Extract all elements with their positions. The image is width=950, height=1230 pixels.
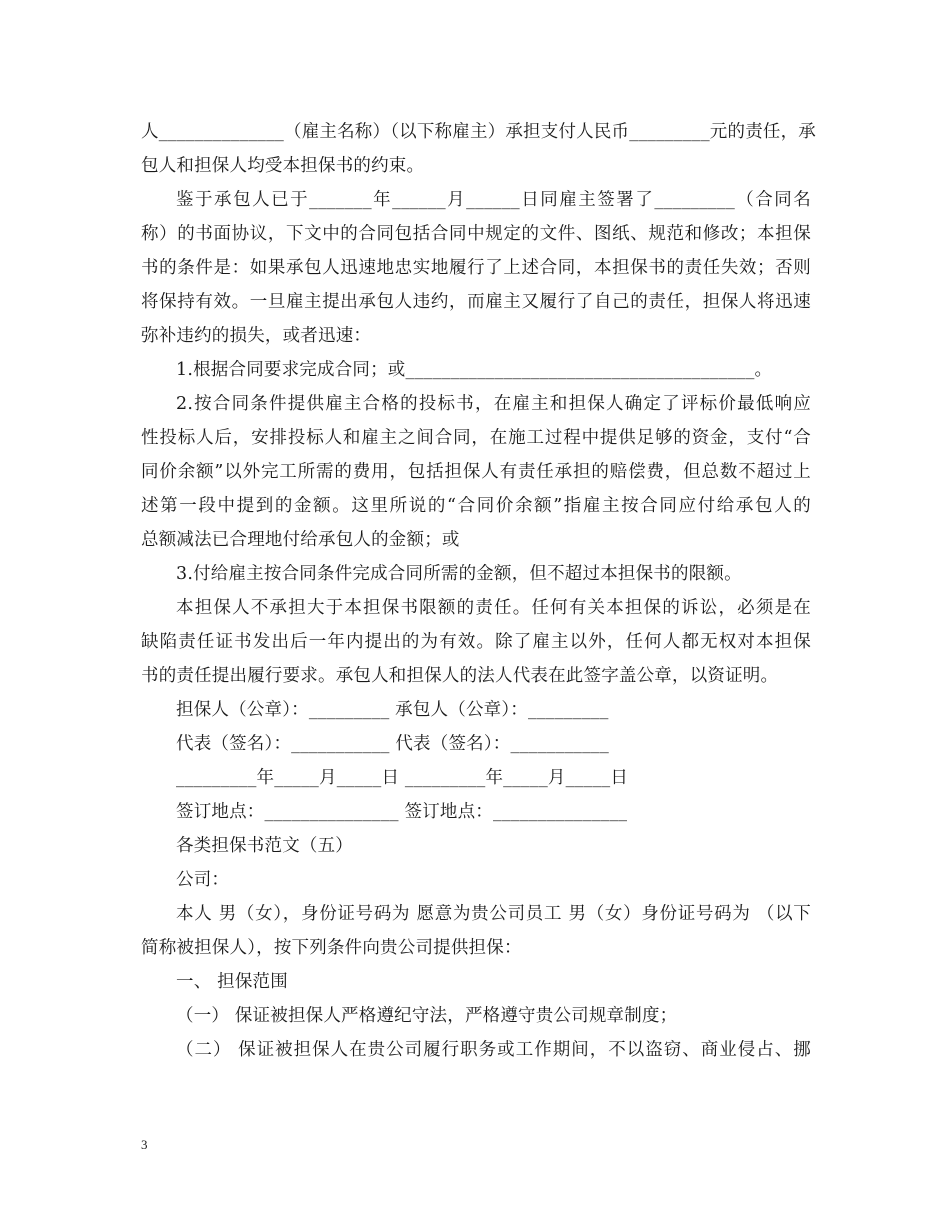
clause-heading-1: 一、 担保范围 [176,972,288,992]
text-line-9: 2.按合同条件提供雇主合格的投标书，在雇主和担保人确定了评标价最低响应 [176,394,811,414]
text-line-24: 本人 男（女），身份证号码为 愿意为贵公司员工 男（女）身份证号码为 （以下 [176,904,811,924]
section-heading: 各类担保书范文（五） [176,836,353,856]
text-line-6: 将保持有效。一旦雇主提出承包人违约，而雇主又履行了自己的责任，担保人将迅速 [141,292,811,312]
text-line-10: 性投标人后，安排投标人和雇主之间合同，在施工过程中提供足够的资金，支付“合 [141,428,811,448]
text-line-12: 述第一段中提到的金额。这里所说的“合同价余额”指雇主按合同应付给承包人的 [141,496,811,516]
signature-dates: _________年_____月_____日 _________年_____月_____日 [176,768,629,788]
text-line-15: 本担保人不承担大于本担保书限额的责任。任何有关本担保的诉讼，必须是在 [176,598,811,618]
signature-representatives: 代表（签名）：___________ 代表（签名）：___________ [176,734,609,754]
signature-places: 签订地点：_______________ 签订地点：_______________ [176,802,628,822]
text-line-7: 弥补违约的损失，或者迅速： [141,326,372,346]
text-line-11: 同价余额”以外完工所需的费用，包括担保人有责任承担的赔偿费，但总数不超过上 [141,462,811,482]
text-line-3: 鉴于承包人已于_______年______月______日同雇主签署了_________（合同名 [176,190,811,210]
text-line-14: 3.付给雇主按合同条件完成合同所需的金额，但不超过本担保书的限额。 [176,564,742,584]
text-line-5: 书的条件是：如果承包人迅速地忠实地履行了上述合同，本担保书的责任失效；否则 [141,258,811,278]
text-line-16: 缺陷责任证书发出后一年内提出的为有效。除了雇主以外，任何人都无权对本担保 [141,632,811,652]
signature-guarantor-contractor: 担保人（公章）：_________ 承包人（公章）：_________ [176,700,609,720]
text-line-13: 总额减法已合理地付给承包人的金额；或 [141,530,460,550]
text-line-4: 称）的书面协议，下文中的合同包括合同中规定的文件、图纸、规范和修改；本担保 [141,224,811,244]
page-number: 3 [141,1137,148,1152]
clause-item-2: （二） 保证被担保人在贵公司履行职务或工作期间，不以盗窃、商业侵占、挪 [176,1040,811,1060]
text-line-2: 包人和担保人均受本担保书的约束。 [141,156,425,176]
text-line-17: 书的责任提出履行要求。承包人和担保人的法人代表在此签字盖公章，以资证明。 [141,666,779,686]
text-line-25: 简称被担保人），按下列条件向贵公司提供担保： [141,938,522,958]
addressee: 公司： [176,870,230,890]
clause-item-1: （一） 保证被担保人严格遵纪守法，严格遵守贵公司规章制度； [176,1006,678,1026]
text-line-8: 1.根据合同要求完成合同；或_______________________________________。 [176,360,773,380]
text-line-1: 人______________（雇主名称）（以下称雇主）承担支付人民币_________元的责任，承 [141,122,816,142]
